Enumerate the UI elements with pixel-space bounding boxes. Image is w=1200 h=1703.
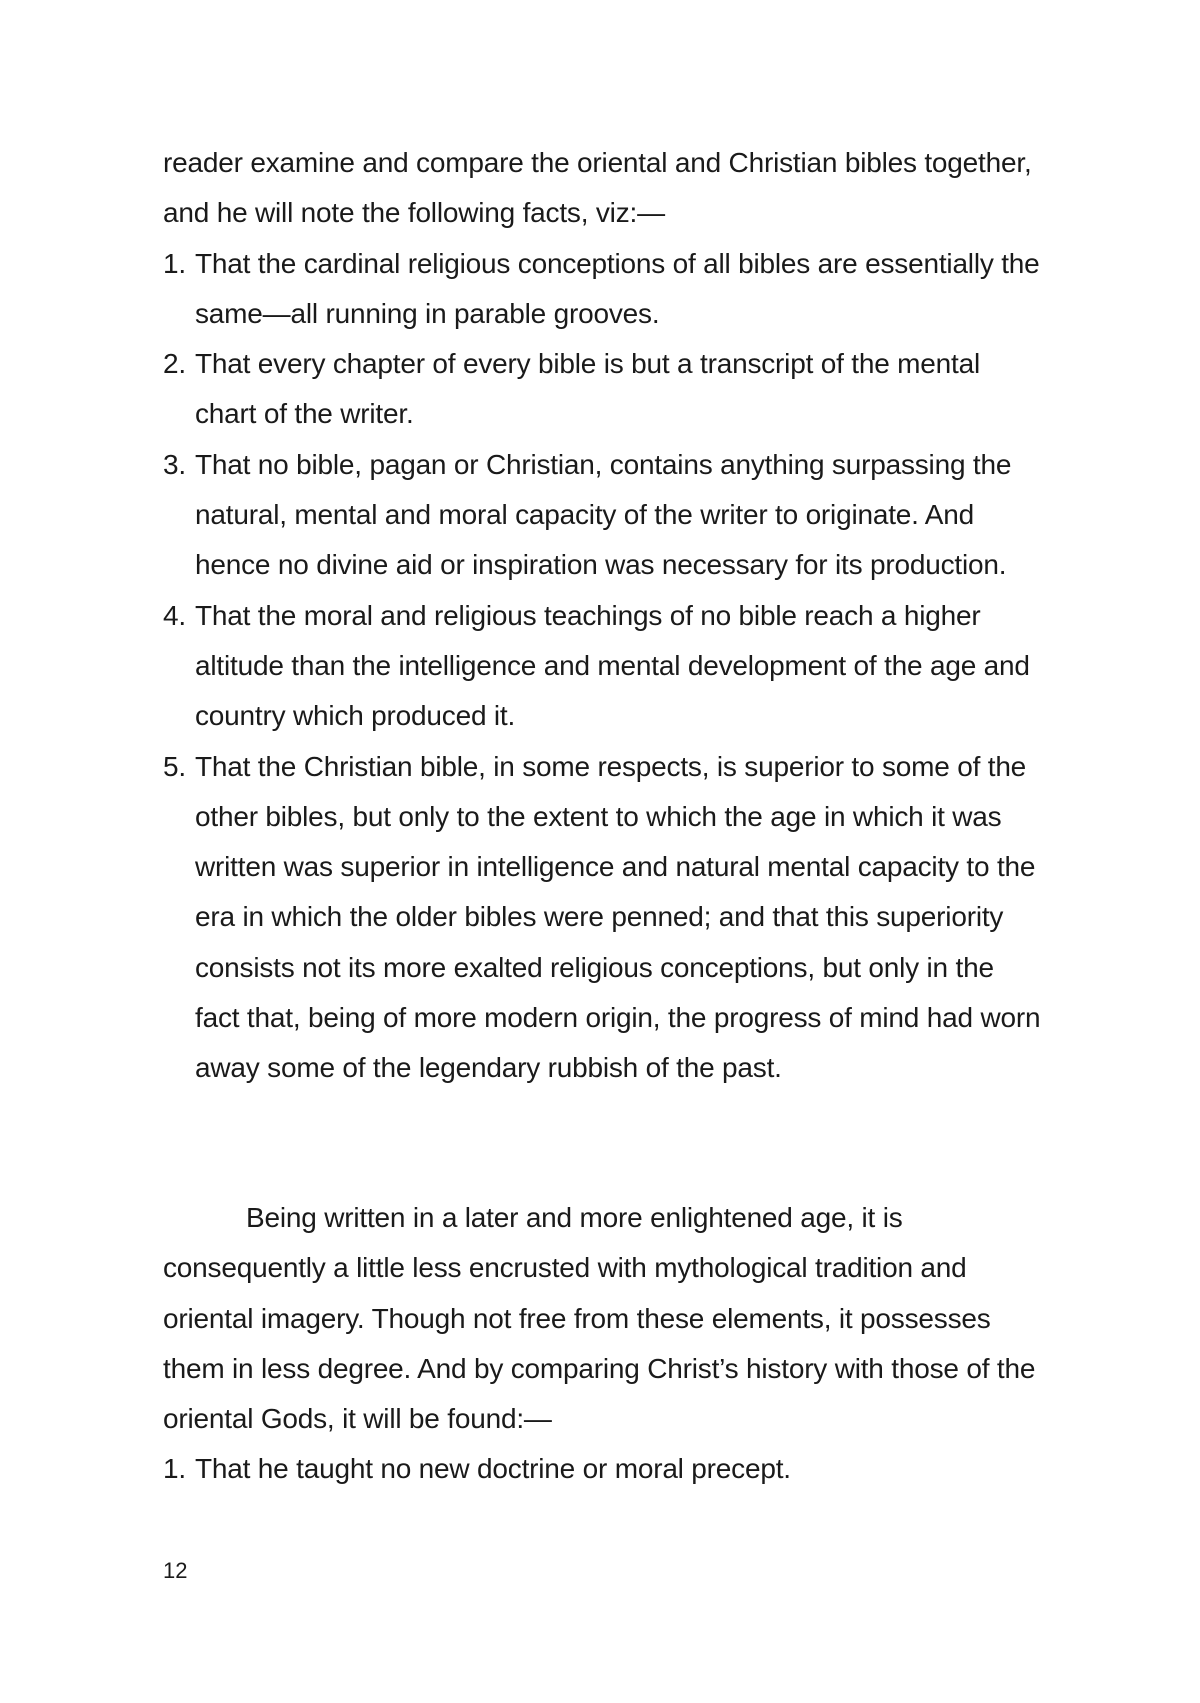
list-item-text: That the moral and religious teachings of no bible reach a higher altitude than the intelligence and mental development of the age and country which produced it. xyxy=(195,599,1030,732)
body-paragraph: Being written in a later and more enlightened age, it is consequently a little less encrusted with mythological tradition and oriental imagery. Though not free from these elements, it possesses them in less degree. And by comparing Christ’s history with those of the oriental Gods, it will be found:— xyxy=(163,1202,1036,1435)
list-item xyxy=(163,742,1043,1094)
list-item xyxy=(163,440,1043,591)
list-item-number: 2. xyxy=(163,348,186,380)
list-item xyxy=(163,591,1043,742)
list-item xyxy=(163,339,1043,440)
facts-list xyxy=(163,239,1043,1094)
list-item-number: 4. xyxy=(163,599,186,631)
list-item-text: That every chapter of every bible is but a transcript of the mental chart of the writer. xyxy=(195,348,980,430)
list-item-text: That the cardinal religious conceptions of all bibles are essentially the same—all running in parable grooves. xyxy=(195,247,1040,329)
list-item-text: That the Christian bible, in some respects, is superior to some of the other bibles, but only to the extent to which the age in which it was written was superior in intelligence and natural mental capacity to the era in which the older bibles were penned; and that this superiority consists not its more exalted religious conceptions, but only in the fact that, being of more modern origin, the progress of mind had worn away some of the legendary rubbish of the past. xyxy=(195,750,1041,1084)
list-item-number: 3. xyxy=(163,448,186,480)
list-item-number: 5. xyxy=(163,750,186,782)
intro-paragraph: reader examine and compare the oriental and Christian bibles together, and he will note the following facts, viz:— xyxy=(163,147,1032,229)
list-item xyxy=(163,239,1043,340)
page-number: 12 xyxy=(163,1558,188,1583)
list-item-text: That no bible, pagan or Christian, contains anything surpassing the natural, mental and moral capacity of the writer to originate. And hence no divine aid or inspiration was necessary for its production. xyxy=(195,448,1012,581)
second-section xyxy=(163,1193,1043,1495)
list-item-number: 1. xyxy=(163,1453,186,1485)
findings-list xyxy=(163,1444,1043,1494)
list-item-text: That he taught no new doctrine or moral precept. xyxy=(195,1453,791,1485)
intro-section xyxy=(163,138,1043,1094)
list-item-number: 1. xyxy=(163,247,186,279)
list-item xyxy=(163,1444,1043,1494)
